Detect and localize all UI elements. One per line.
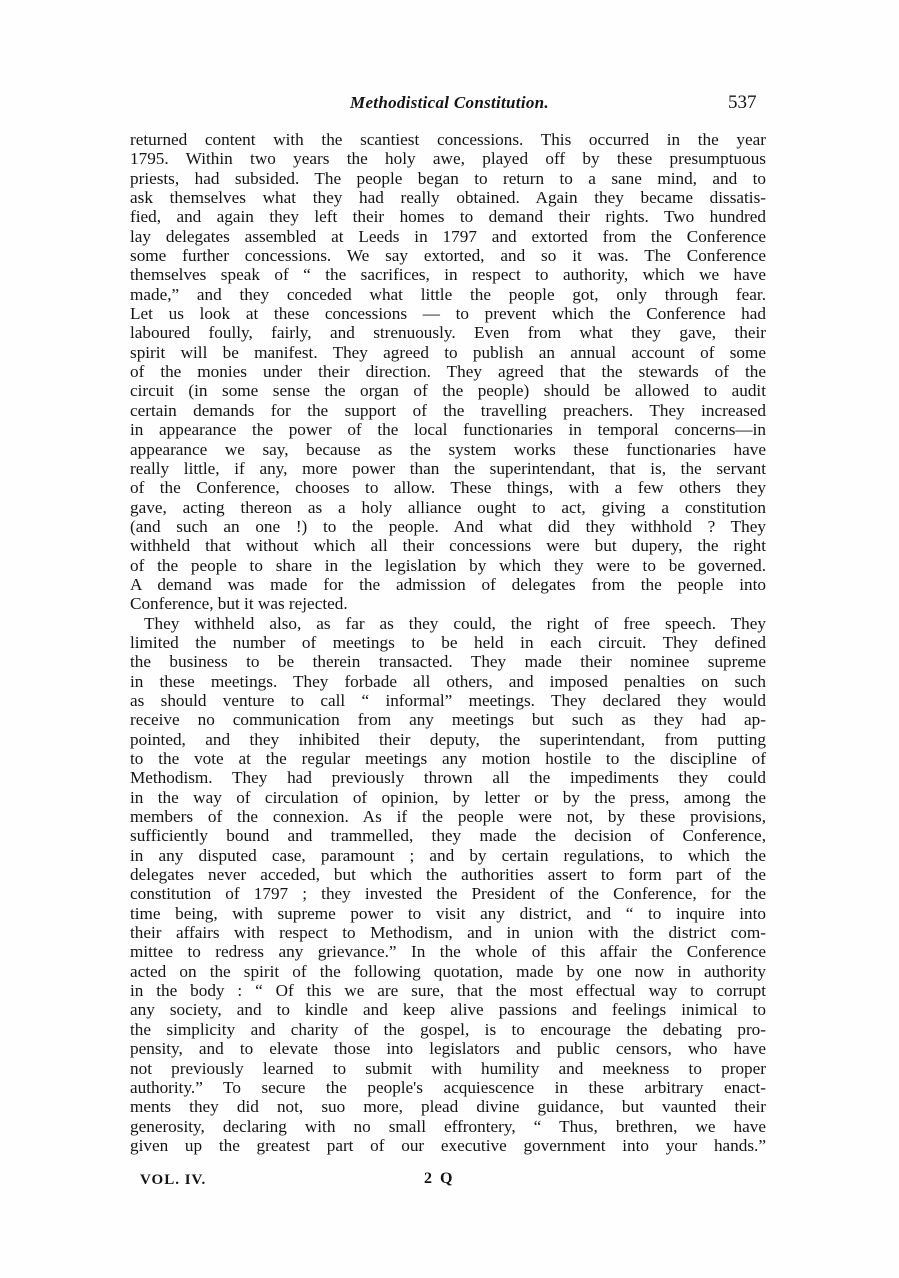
text-line: ments they did not, suo more, plead divine guidance, but vaunted their — [130, 1097, 766, 1117]
text-line: certain demands for the support of the travelling preachers. They increased — [130, 400, 766, 420]
text-line: delegates never acceded, but which the authorities assert to form part of the — [130, 865, 766, 885]
text-line: the business to be therein transacted. They made their nominee supreme — [130, 652, 766, 672]
text-line: in the way of circulation of opinion, by letter or by the press, among the — [130, 787, 766, 807]
text-line: constitution of 1797 ; they invested the President of the Conference, for the — [130, 884, 766, 904]
volume-marker: VOL. IV. — [140, 1172, 207, 1188]
text-line: sufficiently bound and trammelled, they made the decision of Conference, — [130, 826, 766, 846]
text-line: time being, with supreme power to visit any district, and “ to inquire into — [130, 903, 766, 923]
text-line: withheld that without which all their concessions were but dupery, the right — [130, 536, 766, 556]
text-line: gave, acting thereon as a holy alliance ought to act, giving a constitution — [130, 497, 766, 517]
text-line: returned content with the scantiest concessions. This occurred in the year — [130, 130, 766, 149]
text-line: appearance we say, because as the system works these functionaries have — [130, 439, 766, 459]
text-line: in the body : “ Of this we are sure, that the most effectual way to corrupt — [130, 981, 766, 1001]
text-line: ask themselves what they had really obtained. Again they became dissatis- — [130, 188, 766, 208]
text-line: circuit (in some sense the organ of the people) should be allowed to audit — [130, 381, 766, 401]
text-line: lay delegates assembled at Leeds in 1797 and extorted from the Conference — [130, 226, 766, 246]
text-line: (and such an one !) to the people. And what did they withhold ? They — [130, 516, 766, 536]
text-line: really little, if any, more power than the superintendant, that is, the servant — [130, 458, 766, 478]
text-line: pointed, and they inhibited their deputy, the superintendant, from putting — [130, 729, 766, 749]
text-line: the simplicity and charity of the gospel, is to encourage the debating pro- — [130, 1019, 766, 1039]
text-line: mittee to redress any grievance.” In the whole of this affair the Conference — [130, 942, 766, 962]
text-line: of the Conference, chooses to allow. These things, with a few others they — [130, 478, 766, 498]
text-line: made,” and they conceded what little the people got, only through fear. — [130, 284, 766, 304]
text-line: some further concessions. We say extorted, and so it was. The Conference — [130, 246, 766, 266]
text-line: Conference, but it was rejected. — [130, 594, 348, 614]
text-line: in any disputed case, paramount ; and by certain regulations, to which the — [130, 845, 766, 865]
text-line: any society, and to kindle and keep alive passions and feelings inimical to — [130, 1000, 766, 1020]
text-line: fied, and again they left their homes to demand their rights. Two hundred — [130, 207, 766, 227]
text-line: in appearance the power of the local functionaries in temporal concerns—in — [130, 420, 766, 440]
text-line: Let us look at these concessions — to prevent which the Conference had — [130, 304, 766, 324]
text-line: limited the number of meetings to be held in each circuit. They defined — [130, 632, 766, 652]
text-line: of the monies under their direction. They agreed that the stewards of the — [130, 362, 766, 382]
text-line: as should venture to call “ informal” meetings. They declared they would — [130, 690, 766, 710]
text-line: acted on the spirit of the following quotation, made by one now in authority — [130, 961, 766, 981]
body-text — [130, 130, 766, 1155]
text-line: A demand was made for the admission of delegates from the people into — [130, 574, 766, 594]
text-line: priests, had subsided. The people began to return to a sane mind, and to — [130, 168, 766, 188]
text-line: 1795. Within two years the holy awe, played off by these presumptuous — [130, 149, 766, 169]
text-line: laboured foully, fairly, and strenuously. Even from what they gave, their — [130, 323, 766, 343]
text-line: in these meetings. They forbade all others, and imposed penalties on such — [130, 671, 766, 691]
text-line: receive no communication from any meetings but such as they had ap- — [130, 710, 766, 730]
signature-mark: 2 Q — [424, 1170, 455, 1187]
text-line: spirit will be manifest. They agreed to publish an annual account of some — [130, 342, 766, 362]
text-line: generosity, declaring with no small effrontery, “ Thus, brethren, we have — [130, 1116, 766, 1136]
text-line: They withheld also, as far as they could, the right of free speech. They — [144, 613, 766, 633]
text-line: themselves speak of “ the sacrifices, in respect to authority, which we have — [130, 265, 766, 285]
text-line: given up the greatest part of our executive government into your hands.” — [130, 1135, 766, 1155]
text-line: members of the connexion. As if the people were not, by these provisions, — [130, 807, 766, 827]
text-line: authority.” To secure the people's acquiescence in these arbitrary enact- — [130, 1077, 766, 1097]
text-line: to the vote at the regular meetings any motion hostile to the discipline of — [130, 749, 766, 768]
page-number: 537 — [728, 92, 757, 113]
running-title: Methodistical Constitution. — [350, 93, 549, 112]
text-line: Methodism. They had previously thrown all the impediments they could — [130, 768, 766, 788]
text-line: of the people to share in the legislation by which they were to be governed. — [130, 555, 766, 575]
text-line: not previously learned to submit with humility and meekness to proper — [130, 1058, 766, 1078]
text-line: pensity, and to elevate those into legislators and public censors, who have — [130, 1039, 766, 1059]
text-line: their affairs with respect to Methodism, and in union with the district com- — [130, 923, 766, 943]
